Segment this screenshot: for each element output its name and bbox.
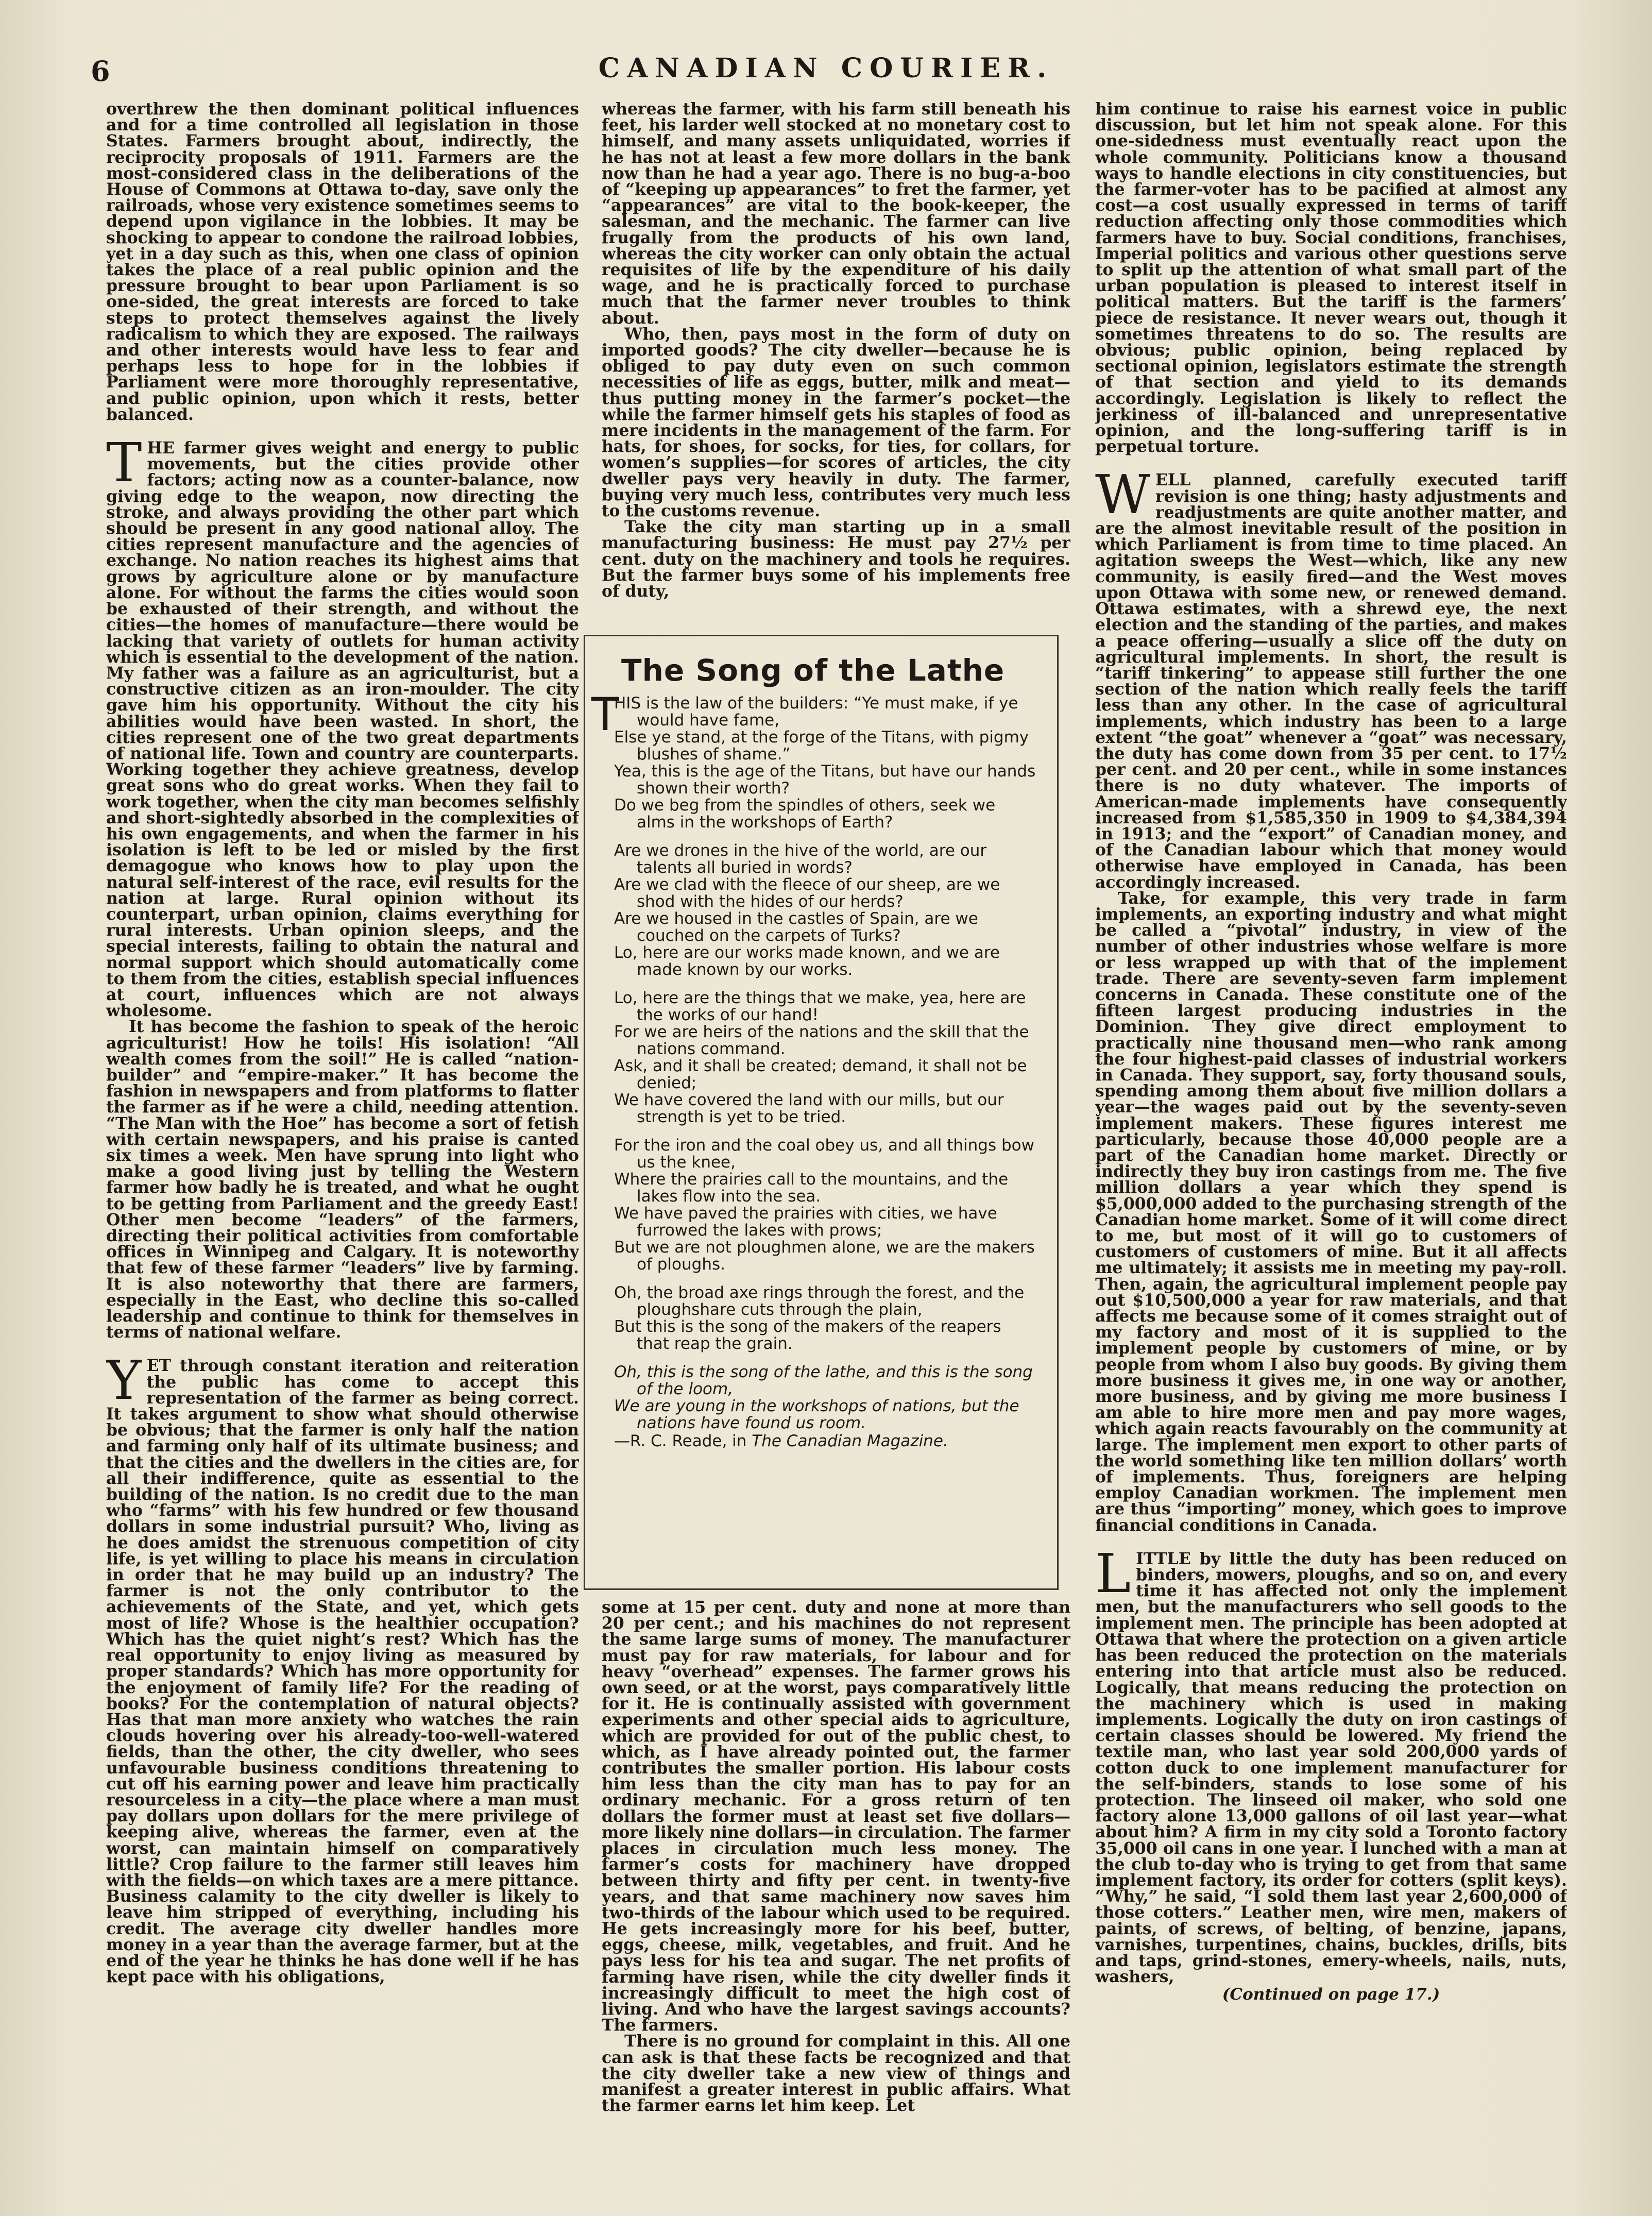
poem-line: Are we housed in the castles of Spain, are we couched on the carpets of Turks? [614, 909, 978, 945]
poem-line: We have covered the land with our mills, but our strength is yet to be tried. [614, 1091, 1004, 1126]
attribution-source: The Canadian Magazine. [752, 1432, 948, 1450]
drop-cap: W [1095, 463, 1150, 527]
poem-stanzas [591, 688, 1037, 1353]
poem-line: Lo, here are our works made known, and we are made known by our works. [614, 943, 1000, 979]
drop-cap: T [106, 431, 142, 495]
col3-section-paragraph-2 [1095, 463, 1567, 892]
poem-line: For the iron and the coal obey us, and all things bow us the knee, [614, 1136, 1034, 1172]
poem-attribution [614, 1433, 1037, 1450]
poem-line: Lo, here are the things that we make, yea, here are the works of our hand! [614, 989, 1026, 1024]
col3-paragraph-2-text: ELL planned, carefully executed tariff revision is one thing; hasty adjustments and readjustments are quite another matter, and are the almost inevitable result of the position in which Parliament is from time to time placed. An agitation sweeps the West—which, like any new community, is easily fired—and the West moves upon Ottawa with some new, or renewed demand. Ottawa estimates, with a shrewd eye, the next election and the standing of the parties, and makes a peace offering—usually a slice off the duty on agricultural implements. In short, the result is “tariff tinkering” to appease still further the one section of the nation which really feels the tariff less than any other. In the case of agricultural implements, which industry has been to a large extent “the goat” whenever a “goat” was necessary, the duty has come down from 35 per cent. to 17½ per cent. and 20 per cent., while in some instances there is no duty whatever. The imports of American-made implements have consequently increased from $1,585,350 in 1909 to $4,384,394 in 1913; and the “export” of Canadian money, and of the Canadian labour which that money would otherwise have employed in Canada, has been accordingly increased. [1095, 470, 1567, 892]
poem-line: Do we beg from the spindles of others, seek we alms in the workshops of Earth? [614, 796, 996, 832]
poem-line: Where the prairies call to the mountains, and the lakes flow into the sea. [614, 1170, 1009, 1206]
poem-title: The Song of the Lathe [621, 653, 1005, 688]
poem-stanza [614, 1284, 1037, 1352]
poem-box [584, 635, 1059, 1590]
column-2-top [602, 101, 1070, 619]
poem-line-text: HIS is the law of the builders: “Ye must make, if ye would have fame, [614, 694, 1018, 730]
poem-stanza [614, 1137, 1037, 1273]
poem-line: But this is the song of the makers of the reapers that reap the grain. [614, 1317, 1001, 1353]
poem-line: For we are heirs of the nations and the skill that the nations command. [614, 1023, 1029, 1058]
col1-section-paragraph-4 [106, 1349, 579, 1987]
poem-stanza [591, 688, 1037, 832]
poem-stanza [614, 990, 1037, 1126]
column-3 [1095, 101, 1567, 2188]
poem-line [591, 688, 1037, 741]
col1-paragraph-1: overthrew the then dominant political influences and for a time controlled all legislation in those States. Farmers brought about, indirectly, the reciprocity proposals of 1911. Farmers are the most-considered class in the deliberations of the House of Commons at Ottawa to-day, save only the railroads, whose very existence sometimes seems to depend upon vigilance in the lobbies. It may be shocking to appear to condone the railroad lobbies, yet in a day such as this, when one class of opinion takes the place of a real public opinion and the pressure brought to bear upon Parliament is so one-sided, the great interests are forced to take steps to protect themselves against the lively radicalism to which they are exposed. The railways and other interests would have less to fear and perhaps less to hope for in the lobbies if Parliament were more thoroughly representative, and public opinion, upon which it rests, better balanced. [106, 101, 579, 424]
col3-paragraph-3: Take, for example, this very trade in farm implements, an exporting industry and what might be called a “pivotal” industry, in view of the number of other industries whose welfare is more or less wrapped up with that of the implement trade. There are seventy-seven farm implement concerns in Canada. These constitute one of the fifteen largest producing industries in the Dominion. They give direct employment to practically nine thousand men—who rank among the four highest-paid classes of industrial workers in Canada. They support, say, forty thousand souls, spending among them about five million dollars a year—the wages paid out by the seventy-seven implement makers. These figures interest me particularly, because those 40,000 people are a part of the Canadian home market. Directly or indirectly they buy iron castings from me. The five million dollars a year which they spend is $5,000,000 added to the purchasing strength of the Canadian home market. Some of it will come direct to me, but most of it will go to customers of customers of customers of mine. But it all affects me ultimately; it assists me in meeting my pay-roll. Then, again, the agricultural implement people pay out $10,500,000 a year for raw materials, and that affects me because some of it comes straight out of my factory and most of it is supplied to the implement people by customers of mine, or by people from whom I also buy goods. By giving them more business it gives me, in one way or another, more business, and by giving me more business I am able to hire more men and pay more wages, which again reacts favourably on the community at large. The implement men export to other parts of the world something like ten million dollars’ worth of implements. Thus, foreigners are helping employ Canadian workmen. The implement men are thus “importing” money, which goes to improve financial conditions in Canada. [1095, 888, 1567, 1535]
col2-paragraph-1: whereas the farmer, with his farm still beneath his feet, his larder well stocked at no monetary cost to himself, and many assets unliquidated, worries if he has not at least a few more dollars in the bank now than he had a year ago. There is no bug-a-boo of “keeping up appearances” to fret the farmer, yet “appearances” are vital to the book-keeper, the salesman, and the mechanic. The farmer can live frugally from the products of his own land, whereas the city worker can only obtain the actual requisites of life by the expenditure of his daily wage, and he is practically forced to purchase much that the farmer never troubles to think about. [602, 101, 1070, 328]
attribution-author: —R. C. Reade, in [614, 1432, 752, 1450]
col2-paragraph-3: Take the city man starting up in a small manufacturing business: He must pay 27½ per cent. duty on the machinery and tools he requires. But the farmer buys some of his implements free of duty, [602, 517, 1070, 601]
poem-stanza [614, 842, 1037, 978]
poem-line: But we are not ploughmen alone, we are the makers of ploughs. [614, 1238, 1035, 1274]
page-number: 6 [91, 55, 110, 88]
col1-paragraph-4-text: ET through constant iteration and reiteration the public has come to accept this representation of the farmer as being correct. It takes argument to show what should otherwise be obvious; that the farmer is only half the nation and farming only half of its ultimate business; and that the cities and the dwellers in the cities are, for all their indifference, quite as essential to the building of the nation. Is no credit due to the man who “farms” with his few hundred or few thousand dollars in some industrial pursuit? Who, living as he does amidst the strenuous competition of city life, is yet willing to place his means in circulation in order that he may build up an industry? The farmer is not the only contributor to the achievements of the State, and yet, which gets most of life? Whose is the healthier occupation? Which has the quiet night’s rest? Which has the real opportunity to enjoy living as measured by proper standards? Which has more opportunity for the enjoyment of family life? For the reading of books? For the contemplation of natural objects? Has that man more anxiety who watches the rain clouds hovering over his already-too-well-watered fields, than the other, the city dweller, who sees unfavourable business conditions threatening to cut off his earning power and leave him practically resourceless in a city—the place where a man must pay dollars upon dollars for the mere privilege of keeping alive, whereas the farmer, even at the worst, can maintain himself on comparatively little? Crop failure to the farmer still leaves him with the fields—on which taxes are a mere pittance. Business calamity to the city dweller is likely to leave him stripped of everything, including his credit. The average city dweller handles more money in a year than the average farmer, but at the end of the year he thinks he has done well if he has kept pace with his obligations, [106, 1356, 579, 1987]
col2-paragraph-5: There is no ground for complaint in this. All one can ask is that these facts be recognized and that the city dweller take a new view of things and manifest a greater interest in public affairs. What the farmer earns let him keep. Let [602, 2032, 1070, 2116]
poem-line: Oh, the broad axe rings through the forest, and the ploughshare cuts through the plain, [614, 1283, 1025, 1319]
continued-note: (Continued on page 17.) [1222, 1985, 1440, 2004]
drop-cap: L [1095, 1542, 1131, 1605]
col3-paragraph-1: him continue to raise his earnest voice in public discussion, but let him not speak alone. For this one-sidedness must eventually react upon the whole community. Politicians know a thousand ways to handle elections in city constituencies, but the farmer-voter has to be pacified at almost any cost—a cost usually expressed in terms of tariff reduction affecting only those commodities which farmers have to buy. Social conditions, franchises, Imperial politics and various other questions serve to split up the attention of what small part of the urban population is pleased to interest itself in political matters. But the tariff is the farmers’ piece de resistance. It never wears out, though it sometimes threatens to do so. The results are obvious; public opinion, being replaced by sectional opinion, legislators estimate the strength of that section and yield to its demands accordingly. Legislation is likely to reflect the jerkiness of ill-balanced and unrepresentative opinion, and the long-suffering tariff is in perpetual torture. [1095, 101, 1567, 456]
poem-line: We have paved the prairies with cities, we have furrowed the lakes with prows; [614, 1204, 997, 1240]
col1-paragraph-3: It has become the fashion to speak of the heroic agriculturist! How he toils! His isolation! “All wealth comes from the soil!” He is called “nation-builder” and “empire-maker.” It has become the fashion in newspapers and from platforms to flatter the farmer as if he were a child, needing attention. “The Man with the Hoe” has become a sort of fetish with certain newspapers, and his praise is canted six times a week. Men have sprung into light who make a good living just by telling the Western farmer how badly he is treated, and what he ought to be getting from Parliament and the greedy East! Other men become “leaders” of the farmers, directing their political activities from comfortable offices in Winnipeg and Calgary. It is noteworthy that few of these farmer “leaders” live by farming. It is also noteworthy that there are farmers, especially in the East, who decline this so-called leadership and continue to think for themselves in terms of national welfare. [106, 1017, 579, 1342]
col3-paragraph-4-text: ITTLE by little the duty has been reduced on binders, mowers, ploughs, and so on, and every time it has affected not only the implement men, but the manufacturers who sell goods to the implement men. The principle has been adopted at Ottawa that where the protection on a given article has been reduced the protection on the materials entering into that article must also be reduced. Logically, that means reducing the protection on the machinery which is used in making implements. Logically the duty on iron castings of certain classes should be lowered. My friend the textile man, who last year sold 200,000 yards of cotton duck to one implement manufacturer for the self-binders, stands to lose some of his protection. The linseed oil maker, who sold one factory alone 13,000 gallons of oil last year—what about him? A firm in my city sold a Toronto factory 35,000 oil cans in one year. I lunched with a man at the club to-day who is trying to get from that same implement factory, its order for cotters (split keys). “Why,” he said, “I sold them last year 2,600,000 of those cotters.” Leather men, wire men, makers of paints, of screws, of belting, of benzine, japans, varnishes, turpentines, chains, buckles, drills, bits and taps, grind-stones, emery-wheels, nails, nuts, washers, [1095, 1549, 1567, 1987]
poem-drop-cap: T [591, 688, 619, 741]
poem-line: Oh, this is the song of the lathe, and this is the song of the loom, [614, 1363, 1033, 1398]
poem-line: We are young in the workshops of nations, but the nations have found us room. [614, 1397, 1019, 1432]
column-1 [106, 101, 579, 2188]
masthead-title: CANADIAN COURIER. [598, 53, 1054, 84]
poem-line: Else ye stand, at the forge of the Titans, with pigmy blushes of shame.” [614, 728, 1029, 764]
poem-line: Are we clad with the fleece of our sheep, are we shod with the hides of our herds? [614, 875, 1000, 911]
poem-line: Yea, this is the age of the Titans, but have our hands shown their worth? [614, 762, 1036, 798]
col2-paragraph-2: Who, then, pays most in the form of duty on imported goods? The city dweller—because he is obliged to pay duty even on such common necessities of life as eggs, butter, milk and meat—thus putting money in the farmer’s pocket—the while the farmer himself gets his staples of food as mere incidents in the management of the farm. For hats, for shoes, for socks, for ties, for collars, for women’s supplies—for scores of articles, the city dweller pays very heavily in duty. The farmer, buying very much less, contributes very much less to the customs revenue. [602, 324, 1070, 521]
column-2-bottom [602, 1599, 1070, 2156]
poem-line: Are we drones in the hive of the world, are our talents all buried in words? [614, 841, 987, 877]
poem-line: Ask, and it shall be created; demand, it shall not be denied; [614, 1057, 1027, 1092]
col1-paragraph-2-text: HE farmer gives weight and energy to public movements, but the cities provide other factors; acting now as a counter-balance, now giving edge to the weapon, now directing the stroke, and always providing the other part which should be present in any good national alloy. The cities represent manufacture and the agencies of exchange. No nation reaches its highest aims that grows by agriculture alone or by manufacture alone. For without the farms the cities would soon be exhausted of their strength, and without the cities—the homes of manufacture—there would be lacking that variety of outlets for human activity which is essential to the development of the nation. My father was a failure as an agriculturist, but a constructive citizen as an iron-moulder. The city gave him his opportunity. Without the city his abilities would have been wasted. In short, the cities represent one of the two great departments of national life. Town and country are counterparts. Working together they achieve greatness, develop great sons who do great works. When they fail to work together, when the city man becomes selfishly and short-sightedly absorbed in the complexities of his own engagements, and when the farmer in his isolation is left to be led or misled by the first demagogue who knows how to play upon the natural self-interest of the race, evil results for the nation at large. Rural opinion without its counterpart, urban opinion, claims everything for rural interests. Urban opinion sleeps, and the special interests, failing to obtain the natural and normal support which should automatically come to them from the cities, establish special influences at court, influences which are not always wholesome. [106, 438, 579, 1021]
poem-italic-stanza [614, 1364, 1037, 1432]
drop-cap: Y [106, 1349, 142, 1412]
col2-paragraph-4: some at 15 per cent. duty and none at more than 20 per cent.; and his machines do not represent the same large sums of money. The manufacturer must pay for raw materials, for labour and for heavy “overhead” expenses. The farmer grows his own seed, or at the worst, pays comparatively little for it. He is continually assisted with government experiments and other special aids to agriculture, which are provided for out of the public chest, to which, as I have already pointed out, the farmer contributes the smaller portion. His labour costs him less than the city man has to pay for an ordinary mechanic. For a gross return of ten dollars the former must at least set five dollars—more likely nine dollars—in circulation. The farmer places in circulation much less money. The farmer’s costs for machinery have dropped between thirty and fifty per cent. in twenty-five years, and that same machinery now saves him two-thirds of the labour which used to be required. He gets increasingly more for his beef, butter, eggs, cheese, milk, vegetables, and fruit. And he pays less for his tea and sugar. The net profits of farming have risen, while the city dweller finds it increasingly difficult to meet the high cost of living. And who have the largest savings accounts? The farmers. [602, 1599, 1070, 2035]
col1-section-paragraph-2 [106, 431, 579, 1021]
col3-section-paragraph-4 [1095, 1542, 1567, 1987]
running-head [0, 49, 1652, 96]
